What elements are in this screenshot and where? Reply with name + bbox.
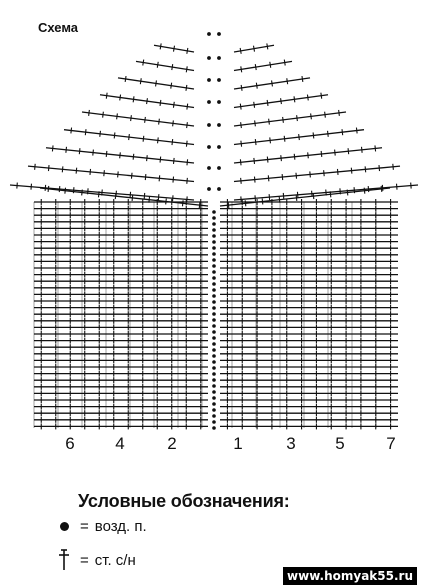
stitch-row	[40, 186, 208, 208]
stitch-row	[220, 206, 398, 212]
chain-stitch-dot	[212, 312, 216, 316]
stitch-row	[34, 272, 208, 278]
stitch-row	[234, 128, 364, 147]
stitch-row	[234, 43, 274, 53]
legend-eq: =	[80, 551, 89, 569]
chain-stitch-dot	[212, 264, 216, 268]
chain-stitch-dot	[212, 402, 216, 406]
stitch-row	[100, 93, 194, 110]
chain-stitch-dot	[217, 123, 221, 127]
watermark: www.homyak55.ru	[283, 567, 417, 585]
dagger-icon	[56, 549, 72, 571]
stitch-row	[234, 76, 310, 91]
chain-stitch-dot	[212, 210, 216, 214]
chain-stitch-dot	[212, 330, 216, 334]
stitch-row	[220, 278, 398, 284]
stitch-row	[220, 252, 398, 258]
row-number-7: 7	[386, 434, 396, 453]
legend-item-dc	[56, 549, 136, 571]
stitch-row	[34, 199, 208, 205]
stitch-row	[220, 219, 398, 225]
chain-stitch-dot	[217, 145, 221, 149]
legend-item-chain	[56, 515, 147, 537]
stitch-row	[220, 318, 398, 324]
stitch-row	[34, 377, 208, 383]
row-number-5: 5	[335, 434, 345, 453]
stitch-row	[34, 245, 208, 251]
stitch-row	[220, 324, 398, 330]
stitch-row	[220, 272, 398, 278]
chart-title: Схема	[38, 20, 79, 35]
stitch-row	[34, 278, 208, 284]
stitch-row	[34, 252, 208, 258]
stitch-row	[34, 311, 208, 317]
stitch-row	[220, 239, 398, 245]
stitch-row	[34, 219, 208, 225]
stitch-row	[220, 351, 398, 357]
stitch-row	[118, 76, 194, 91]
stitch-row	[220, 311, 398, 317]
chain-stitch-dot	[207, 56, 211, 60]
stitch-row	[234, 164, 400, 184]
stitch-row	[34, 410, 208, 416]
chain-stitch-dot	[212, 276, 216, 280]
chain-stitch-dot	[207, 78, 211, 82]
chain-stitch-dot	[212, 420, 216, 424]
stitch-row	[46, 145, 194, 165]
stitch-row	[220, 390, 398, 396]
stitch-row	[34, 298, 208, 304]
stitch-row	[34, 357, 208, 363]
stitch-row	[234, 60, 292, 73]
stitch-row	[34, 318, 208, 324]
chain-stitch-dot	[212, 288, 216, 292]
legend-heading: Условные обозначения:	[78, 491, 290, 511]
stitch-row	[220, 225, 398, 231]
stitch-row	[34, 344, 208, 350]
chain-stitch-dot	[212, 234, 216, 238]
chain-stitch-dot	[212, 246, 216, 250]
chain-stitch-dot	[212, 408, 216, 412]
stitch-row	[220, 291, 398, 297]
chain-stitch-dot	[212, 378, 216, 382]
dot-icon	[56, 522, 72, 531]
stitch-row	[220, 265, 398, 271]
row-number-4: 4	[115, 434, 125, 453]
chain-stitch-dot	[212, 342, 216, 346]
row-number-1: 1	[233, 434, 243, 453]
chain-stitch-dot	[212, 372, 216, 376]
stitch-row	[34, 404, 208, 410]
stitch-row	[220, 423, 398, 429]
stitch-row	[34, 417, 208, 423]
stitch-row	[220, 232, 398, 238]
stitch-row	[34, 239, 208, 245]
chain-stitch-dot	[212, 294, 216, 298]
chain-stitch-dot	[212, 366, 216, 370]
stitch-row	[220, 305, 398, 311]
stitch-row	[220, 344, 398, 350]
chain-stitch-dot	[217, 32, 221, 36]
stitch-row	[220, 371, 398, 377]
stitch-row	[34, 265, 208, 271]
chain-stitch-dot	[217, 100, 221, 104]
stitch-row	[220, 364, 398, 370]
chain-stitch-dot	[212, 270, 216, 274]
stitch-row	[34, 331, 208, 337]
stitch-row	[82, 110, 194, 128]
chain-stitch-dot	[212, 426, 216, 430]
stitch-row	[64, 128, 194, 147]
row-number-6: 6	[65, 434, 75, 453]
stitch-row	[220, 397, 398, 403]
legend-label-chain: возд. п.	[94, 517, 147, 535]
stitch-row	[34, 225, 208, 231]
stitch-row	[154, 43, 194, 53]
stitch-row	[220, 338, 398, 344]
chain-stitch-dot	[212, 348, 216, 352]
chain-stitch-dot	[207, 32, 211, 36]
chain-stitch-dot	[212, 390, 216, 394]
stitch-row	[34, 305, 208, 311]
chain-stitch-dot	[217, 166, 221, 170]
stitch-row	[34, 258, 208, 264]
chain-stitch-dot	[212, 384, 216, 388]
chain-stitch-dot	[212, 360, 216, 364]
chain-stitch-dot	[212, 354, 216, 358]
chain-stitch-dot	[212, 240, 216, 244]
chain-stitch-dot	[207, 145, 211, 149]
stitch-row	[34, 338, 208, 344]
stitch-row	[28, 164, 194, 184]
chain-stitch-dot	[212, 252, 216, 256]
chain-stitch-dot	[212, 336, 216, 340]
stitch-row	[234, 145, 382, 165]
chain-stitch-dot	[212, 258, 216, 262]
chain-stitch-dot	[212, 414, 216, 418]
chain-stitch-dot	[212, 306, 216, 310]
chain-stitch-dot	[212, 282, 216, 286]
stitch-row	[220, 357, 398, 363]
stitch-row	[34, 423, 208, 429]
chain-stitch-dot	[207, 166, 211, 170]
stitch-row	[220, 298, 398, 304]
stitch-row	[220, 410, 398, 416]
stitch-row	[34, 351, 208, 357]
stitch-row	[220, 258, 398, 264]
row-number-2: 2	[167, 434, 177, 453]
stitch-row	[234, 110, 346, 128]
chain-stitch-dot	[212, 300, 216, 304]
stitch-row	[34, 384, 208, 390]
stitch-row	[34, 212, 208, 218]
chain-stitch-dot	[212, 396, 216, 400]
stitch-row	[34, 390, 208, 396]
stitch-row	[34, 291, 208, 297]
chain-stitch-dot	[207, 187, 211, 191]
stitch-row	[34, 324, 208, 330]
stitch-row	[34, 397, 208, 403]
chain-stitch-dot	[212, 324, 216, 328]
chain-stitch-dot	[212, 318, 216, 322]
stitch-row	[34, 232, 208, 238]
stitch-row	[234, 93, 328, 110]
stitch-row	[136, 60, 194, 73]
stitch-row	[220, 331, 398, 337]
stitch-row	[34, 206, 208, 212]
stitch-row	[34, 371, 208, 377]
row-number-3: 3	[286, 434, 296, 453]
stitch-row	[220, 285, 398, 291]
stitch-row	[220, 199, 398, 205]
stitch-row	[220, 384, 398, 390]
stitch-row	[220, 377, 398, 383]
stitch-row	[220, 212, 398, 218]
stitch-row	[220, 417, 398, 423]
chain-stitch-dot	[212, 222, 216, 226]
chain-stitch-dot	[217, 56, 221, 60]
chain-stitch-dot	[212, 228, 216, 232]
stitch-row	[220, 404, 398, 410]
stitch-row	[34, 364, 208, 370]
stitch-row	[220, 245, 398, 251]
chain-stitch-dot	[212, 216, 216, 220]
chain-stitch-dot	[207, 100, 211, 104]
legend-label-dc: ст. с/н	[94, 551, 136, 569]
stitch-row	[220, 186, 390, 208]
stitch-row	[34, 285, 208, 291]
chain-stitch-dot	[217, 187, 221, 191]
legend-eq: =	[80, 517, 89, 535]
chain-stitch-dot	[207, 123, 211, 127]
chain-stitch-dot	[217, 78, 221, 82]
